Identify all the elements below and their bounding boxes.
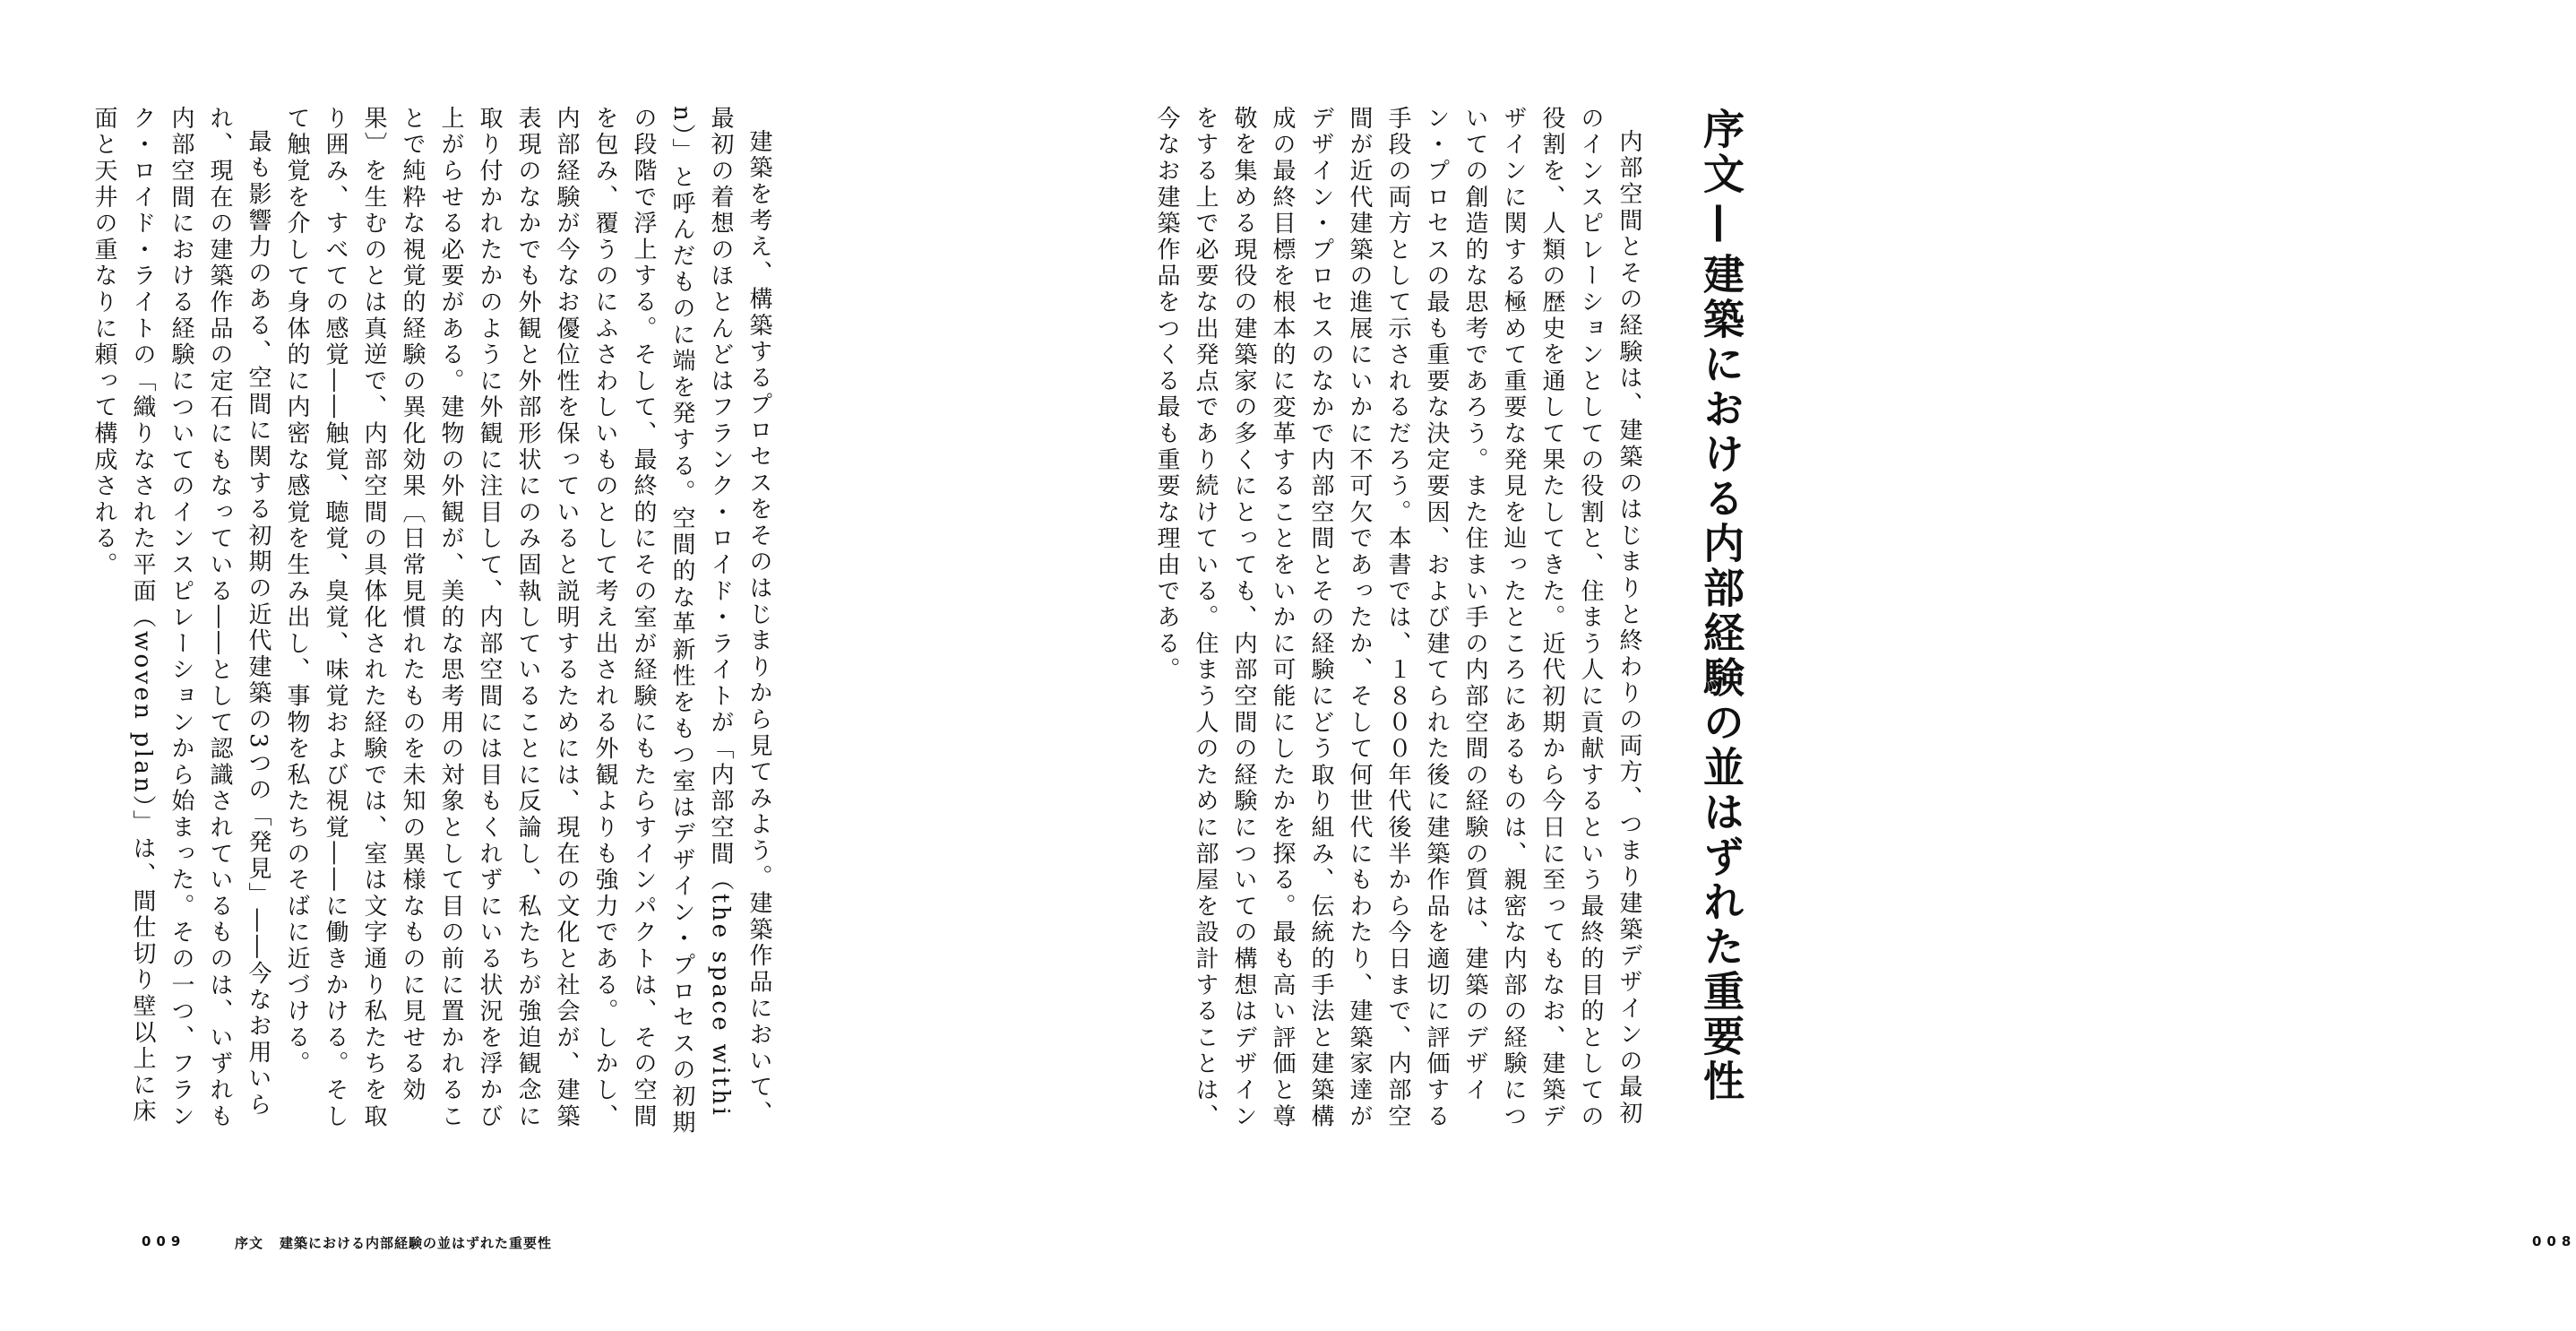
left-page (0, 0, 903, 1331)
chapter-heading (1694, 108, 1748, 1104)
left-page-body (90, 106, 778, 1138)
left-paragraph-2: 最も影響力のある、空間に関する初期の近代建築の3つの「発見」――今なお用いられ、現在の建築作品の定石にもなっている――として認識されているものは、いずれも内部空間における経験についてのインスピレーションから始まった。その一つ、フランク・ロイド・ライトの「織りなされた平面（woven plan）」は、間仕切り壁以上に床面と天井の重なりに頼って構成される。 (90, 106, 271, 1130)
running-head-title: 建築における内部経験の並はずれた重要性 (280, 1235, 553, 1251)
chapter-dash: — (1697, 203, 1745, 247)
left-paragraph-1: 建築を考え、構築するプロセスをそのはじまりから見てみよう。建築作品において、最初の着想のほとんどはフランク・ロイド・ライトが「内部空間（the space within）」と呼んだものに端を発する。空間的な革新性をもつ室はデザイン・プロセスの初期の段階で浮上する。そして、最終的にその室が経験にもたらすインパクトは、その空間を包み、覆うのにふさわしいものとして考え出される外観よりも強力である。しかし、内部経験が今なお優位性を保っていると説明するためには、現在の文化と社会が、建築表現のなかでも外観と外部形状にのみ固執していることに反論し、私たちが強迫観念に取り付かれたかのように外観に注目して、内部空間には目もくれずにいる状況を浮かび上がらせる必要がある。建物の外観が、美的な思考用の対象として目の前に置かれることで純粋な視覚的経験の異化効果〔日常見慣れたものを未知の異様なものに見せる効果〕を生むのとは真逆で、内部空間の具体化された経験では、室は文字通り私たちを取り囲み、すべての感覚――触覚、聴覚、臭覚、味覚および視覚――に働きかける。そして触覚を介して身体的に内密な感覚を生み出し、事物を私たちのそばに近づける。 (283, 106, 772, 1137)
chapter-label: 序文 (1697, 108, 1745, 197)
right-paragraph-1: 内部空間とその経験は、建築のはじまりと終わりの両方、つまり建築デザインの最初のインスピレーションとしての役割と、住まう人に貢献するという最終的目的としての役割を、人類の歴史を通して果たしてきた。近代初期から今日に至ってもなお、建築デザインに関する極めて重要な発見を辿ったところにあるものは、親密な内部の経験についての創造的な思考であろう。また住まい手の内部空間の経験の質は、建築のデザイン・プロセスの最も重要な決定要因、および建てられた後に建築作品を適切に評価する手段の両方として示されるだろう。本書では、１８００年代後半から今日まで、内部空間が近代建築の進展にいかに不可欠であったか、そして何世代にもわたり、建築家達がデザイン・プロセスのなかで内部空間とその経験にどう取り組み、伝統的手法と建築構成の最終目標を根本的に変革することをいかに可能にしたかを探る。最も高い評価と尊敬を集める現役の建築家の多くにとっても、内部空間の経験についての構想はデザインをする上で必要な出発点であり続けている。住まう人のために部屋を設計することは、今なお建築作品をつくる最も重要な理由である。 (1153, 106, 1642, 1130)
right-page-body (1153, 106, 1648, 1138)
running-head (235, 1233, 552, 1252)
left-page-number: 009 (142, 1233, 186, 1249)
running-head-chapter: 序文 (235, 1235, 264, 1251)
right-page-number: 008 (2532, 1233, 2576, 1249)
chapter-title: 建築における内部経験の並はずれた重要性 (1697, 253, 1745, 1104)
right-page (903, 0, 2576, 1331)
